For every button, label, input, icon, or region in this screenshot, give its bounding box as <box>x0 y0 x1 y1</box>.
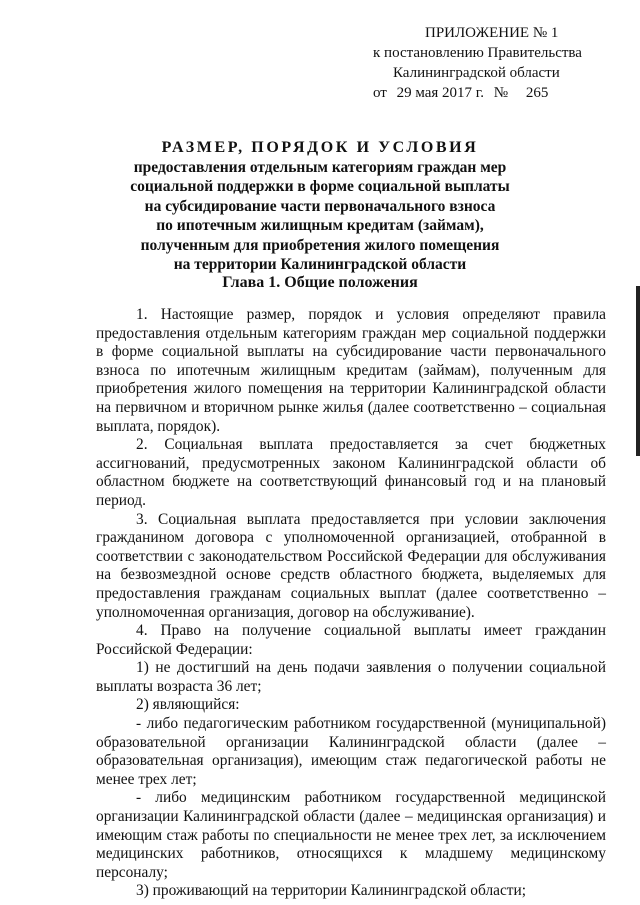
paragraph: - либо педагогическим работником государственной (муниципальной) образовательной организации Калининградской области (далее – образовательная организация), имеющим стаж педагогической работы не менее трех лет; <box>96 715 606 788</box>
appendix-date-line <box>373 84 548 103</box>
date-prefix: от <box>373 85 387 101</box>
body-text <box>96 306 606 901</box>
heading-line: предоставления отдельным категориям граждан мер <box>133 158 507 176</box>
paragraph: 2. Социальная выплата предоставляется за счет бюджетных ассигнований, предусмотренных законом Калининградской области об областном бюджете на соответствующий финансовый год и на плановый период. <box>96 436 606 509</box>
paragraph: 1) не достигший на день подачи заявления о получении социальной выплаты возраста 36 лет; <box>96 659 606 695</box>
appendix-resolution: к постановлению Правительства <box>373 45 582 61</box>
number-label: № <box>493 85 509 101</box>
paragraph: 3) проживающий на территории Калининградской области; <box>136 882 527 900</box>
heading-caps: РАЗМЕР, ПОРЯДОК И УСЛОВИЯ <box>161 139 479 156</box>
heading-line: на территории Калининградской области <box>173 256 467 273</box>
heading-line: полученным для приобретения жилого помещения <box>140 236 500 254</box>
resolution-number: 265 <box>525 85 549 101</box>
paragraph: 1. Настоящие размер, порядок и условия определяют правила предоставления отдельным категориям граждан мер социальной поддержки в форме социальной выплаты на субсидирование части первоначального взноса по ипотечным жилищным кредитам (займам), полученным для приобретения жилого помещения на территории Калининградской области на первичном и вторичном рынке жилья (далее соответственно – социальная выплата, порядок). <box>96 306 606 435</box>
paragraph: 3. Социальная выплата предоставляется при условии заключения гражданином договора с уполномоченной организацией, отобранной в соответствии с законодательством Российской Федерации для обслуживания на безвозмездной основе средств областного бюджета, выделяемых для предоставления гражданам социальных выплат (далее соответственно – уполномоченная организация, договор на обслуживание). <box>96 510 606 621</box>
signed-date: 29 мая 2017 г. <box>396 85 485 101</box>
paragraph: 2) являющийся: <box>136 696 240 714</box>
document-heading <box>90 138 550 275</box>
appendix-region: Калининградской области <box>393 65 560 81</box>
scan-edge-mark <box>636 286 640 456</box>
heading-line: на субсидирование части первоначального взноса <box>144 197 496 215</box>
heading-line: по ипотечным жилищным кредитам (займам), <box>156 217 484 234</box>
paragraph: 4. Право на получение социальной выплаты имеет гражданин Российской Федерации: <box>96 622 606 658</box>
heading-line: социальной поддержки в форме социальной выплаты <box>130 178 510 195</box>
appendix-title: ПРИЛОЖЕНИЕ № 1 <box>425 25 559 41</box>
chapter-title: Глава 1. Общие положения <box>222 274 418 291</box>
paragraph: - либо медицинским работником государственной медицинской организации Калининградской области (далее – медицинская организация) и имеющим стаж работы по специальности не менее трех лет, за исключением медицинских работников, относящихся к младшему медицинскому персоналу; <box>96 789 606 881</box>
